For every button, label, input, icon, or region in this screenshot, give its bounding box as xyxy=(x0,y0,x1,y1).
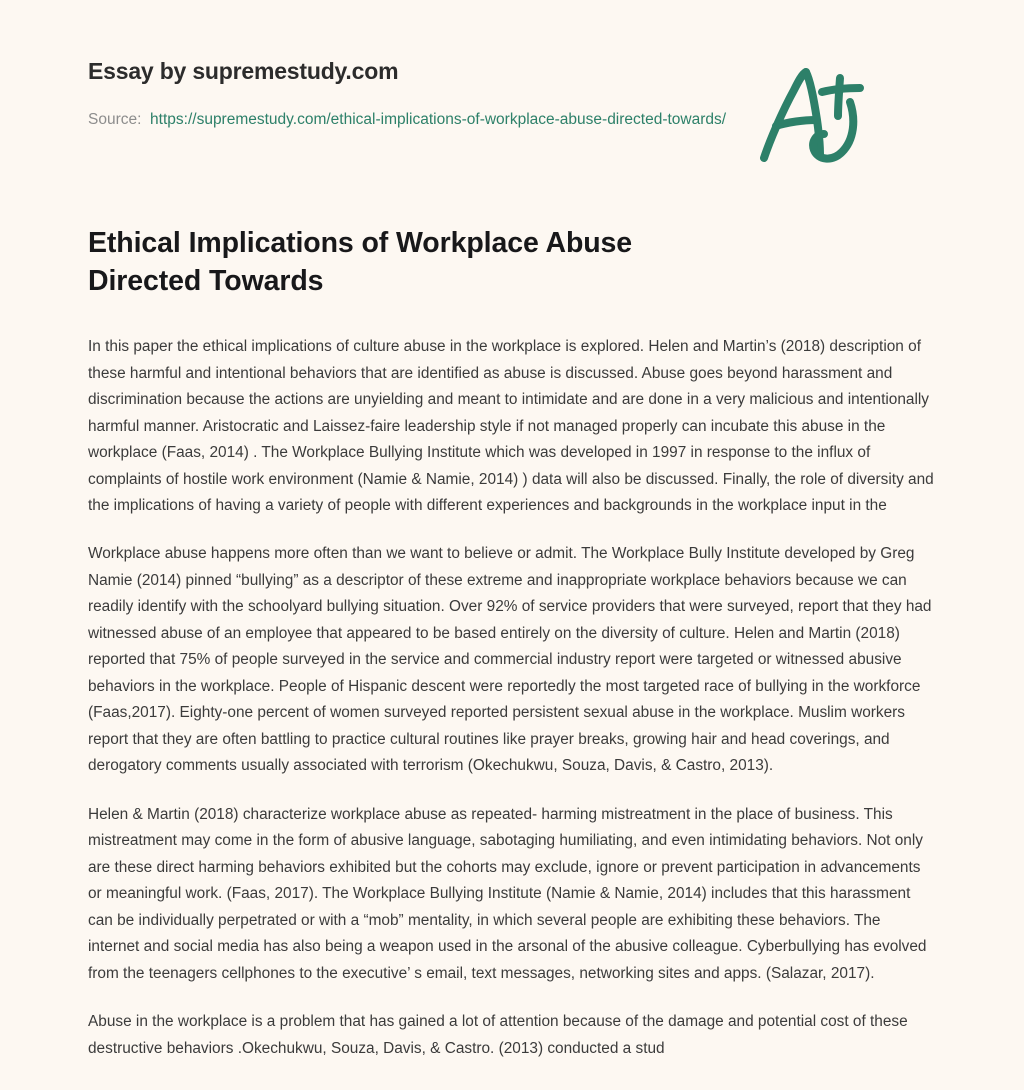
paragraph: In this paper the ethical implications of culture abuse in the workplace is explored. Helen and Martin’s (2018) description of these harmful and intentional behaviors that are identified as abuse is discussed. Abuse goes beyond harassment and discrimination because the actions are unyielding and meant to intimidate and are done in a very malicious and intentionally harmful manner. Aristocratic and Laissez-faire leadership style if not managed properly can incubate this abuse in the workplace (Faas, 2014) . The Workplace Bullying Institute which was developed in 1997 in response to the influx of complaints of hostile work environment (Namie & Namie, 2014) ) data will also be discussed. Finally, the role of diversity and the implications of having a variety of people with different experiences and backgrounds in the workplace input in the xyxy=(88,338,934,514)
brand-title: Essay by supremestudy.com xyxy=(88,58,399,84)
paragraph: Workplace abuse happens more often than we want to believe or admit. The Workplace Bully Institute developed by Greg Namie (2014) pinned “bullying” as a descriptor of these extreme and inappropriate workplace behaviors because we can readily identify with the schoolyard bullying situation. Over 92% of service providers that were surveyed, report that they had witnessed abuse of an employee that appeared to be based entirely on the diversity of culture. Helen and Martin (2018) reported that 75% of people surveyed in the service and commercial industry report were targeted or witnessed abusive behaviors in the workplace. People of Hispanic descent were reportedly the most targeted race of bullying in the workforce (Faas,2017). Eighty-one percent of women surveyed reported persistent sexual abuse in the workplace. Muslim workers report that they are often battling to practice cultural routines like prayer breaks, growing hair and head coverings, and derogatory comments usually associated with terrorism (Okechukwu, Souza, Davis, & Castro, 2013). xyxy=(88,545,932,775)
a-plus-logo-icon xyxy=(750,62,870,172)
source-line xyxy=(88,107,748,132)
page-title: Ethical Implications of Workplace Abuse Directed Towards xyxy=(88,226,633,297)
paragraph: Helen & Martin (2018) characterize workplace abuse as repeated- harming mistreatment in the place of business. This mistreatment may come in the form of abusive language, sabotaging humiliating, and even intimidating behaviors. Not only are these direct harming behaviors exhibited but the cohorts may exclude, ignore or prevent participation in advancements or meaningful work. (Faas, 2017). The Workplace Bullying Institute (Namie & Namie, 2014) includes that this harassment can be individually perpetrated or with a “mob” mentality, in which several people are exhibiting these behaviors. The internet and social media has also being a weapon used in the arsonal of the abusive colleague. Cyberbullying has evolved from the teenagers cellphones to the executive’ s email, text messages, networking sites and apps. (Salazar, 2017). xyxy=(88,805,927,982)
page-header xyxy=(88,0,936,132)
paragraph: Abuse in the workplace is a problem that has gained a lot of attention because of the damage and potential cost of these destructive behaviors .Okechukwu, Souza, Davis, & Castro. (2013) conducted a stud xyxy=(88,1013,908,1057)
article-body xyxy=(88,334,936,1062)
article xyxy=(88,224,936,1062)
source-label: Source: xyxy=(88,110,142,128)
source-url-link[interactable]: https://supremestudy.com/ethical-implications-of-workplace-abuse-directed-towards/ xyxy=(150,110,727,128)
